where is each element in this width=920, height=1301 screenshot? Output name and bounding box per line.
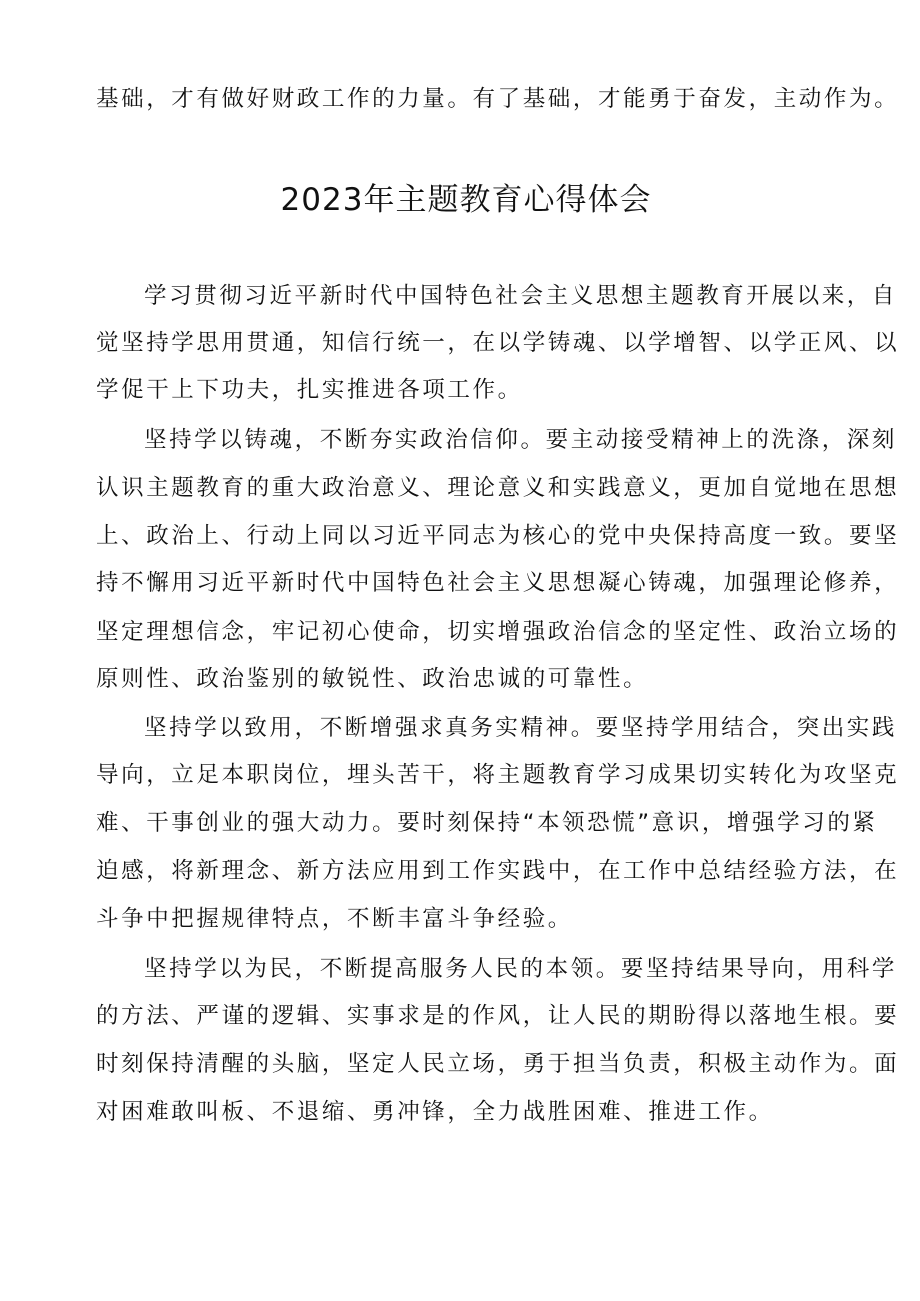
document-title: 2023年主题教育心得体会 <box>280 182 652 218</box>
paragraph-line: 导向，立足本职岗位，埋头苦干，将主题教育学习成果切实转化为攻坚克 <box>96 762 900 788</box>
paragraph-line: 认识主题教育的重大政治意义、理论意义和实践意义，更加自觉地在思想 <box>96 475 900 501</box>
paragraph-line: 斗争中把握规律特点，不断丰富斗争经验。 <box>96 906 573 932</box>
paragraph-line: 的方法、严谨的逻辑、实事求是的作风，让人民的期盼得以落地生根。要 <box>96 1003 900 1029</box>
paragraph-line: 难、干事创业的强大动力。要时刻保持“本领恐慌”意识，增强学习的紧 <box>96 810 878 836</box>
paragraph-line: 坚持学以为民，不断提高服务人民的本领。要坚持结果导向，用科学 <box>144 956 898 982</box>
paragraph-line: 持不懈用习近平新时代中国特色社会主义思想凝心铸魂，加强理论修养， <box>96 570 900 596</box>
paragraph-line: 原则性、政治鉴别的敏锐性、政治忠诚的可靠性。 <box>96 666 649 692</box>
carryover-line: 基础，才有做好财政工作的力量。有了基础，才能勇于奋发，主动作为。 <box>96 86 900 112</box>
paragraph-line: 学促干上下功夫，扎实推进各项工作。 <box>96 377 523 403</box>
paragraph-line: 坚定理想信念，牢记初心使命，切实增强政治信念的坚定性、政治立场的 <box>96 619 900 645</box>
paragraph-line: 时刻保持清醒的头脑，坚定人民立场，勇于担当负责，积极主动作为。面 <box>96 1051 900 1077</box>
paragraph-line: 坚持学以致用，不断增强求真务实精神。要坚持学用结合，突出实践 <box>144 715 898 741</box>
paragraph-line: 学习贯彻习近平新时代中国特色社会主义思想主题教育开展以来，自 <box>144 283 898 309</box>
paragraph-line: 上、政治上、行动上同以习近平同志为核心的党中央保持高度一致。要坚 <box>96 523 900 549</box>
paragraph-line: 坚持学以铸魂，不断夯实政治信仰。要主动接受精神上的洗涤，深刻 <box>144 427 898 453</box>
paragraph-line: 觉坚持学思用贯通，知信行统一，在以学铸魂、以学增智、以学正风、以 <box>96 330 900 356</box>
paragraph-line: 迫感，将新理念、新方法应用到工作实践中，在工作中总结经验方法，在 <box>96 858 900 884</box>
paragraph-line: 对困难敢叫板、不退缩、勇冲锋，全力战胜困难、推进工作。 <box>96 1099 774 1125</box>
